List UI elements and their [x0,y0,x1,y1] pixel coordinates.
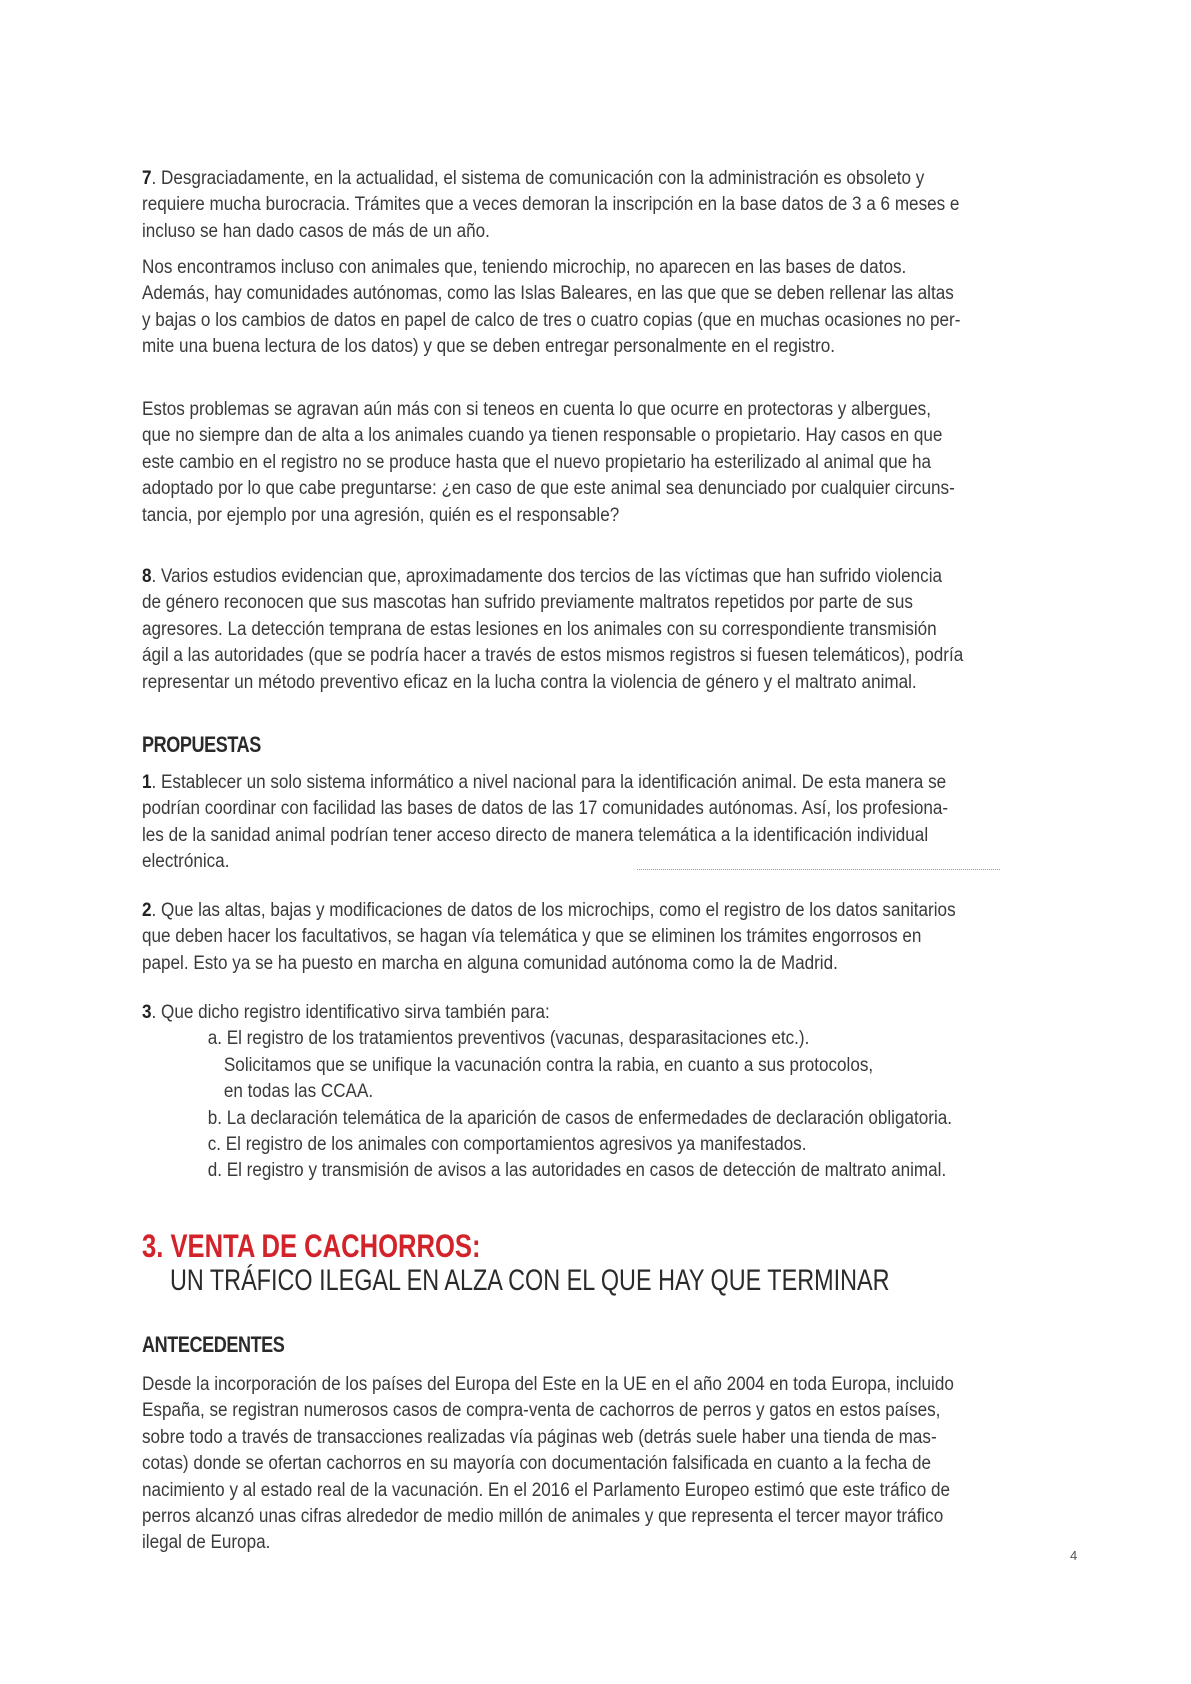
paragraph-estos-problemas [142,397,1082,529]
text-line: ágil a las autoridades (que se podría hacer a través de estos mismos registros si fuesen telemáticos), podría [142,645,964,667]
item-number: 7 [142,168,152,189]
item-number: 1 [142,772,152,793]
text-line: papel. Esto ya se ha puesto en marcha en alguna comunidad autónoma como la de Madrid. [142,952,838,974]
item-number: 3 [142,1002,152,1023]
text-line: Además, hay comunidades autónomas, como las Islas Baleares, en las que que se deben rellenar las altas [142,283,954,305]
text-line: incluso se han dado casos de más de un año. [142,220,490,242]
section-3-subtitle: UN TRÁFICO ILEGAL EN ALZA CON EL QUE HAY QUE TERMINAR [170,1264,890,1297]
text-line: ilegal de Europa. [142,1532,271,1554]
text-line: Estos problemas se agravan aún más con si teneos en cuenta lo que ocurre en protectoras y albergues, [142,399,931,420]
text-line: 2. Que las altas, bajas y modificaciones de datos de los microchips, como el registro de los datos sanitarios [142,900,956,921]
item-number: 8 [142,566,152,587]
text-line: agresores. La detección temprana de estas lesiones en los animales con su correspondiente transmisión [142,618,937,640]
text-line: cotas) donde se ofertan cachorros en su mayoría con documentación falsificada en cuanto a la fecha de [142,1453,931,1475]
text-line: les de la sanidad animal podrían tener acceso directo de manera telemática a la identificación individual [142,824,929,846]
propuesta-3 [142,1000,1082,1185]
text-line: y bajas o los cambios de datos en papel de calco de tres o cuatro copias (que en muchas ocasiones no per- [142,309,961,331]
text-line: que no siempre dan de alta a los animales cuando ya tienen responsable o propietario. Hay casos en que [142,425,943,447]
sub-item-d: d. El registro y transmisión de avisos a las autoridades en casos de detección de maltrato animal. [207,1160,947,1182]
text-line: este cambio en el registro no se produce hasta que el nuevo propietario ha esterilizado al animal que ha [142,451,932,473]
sub-item-a: a. El registro de los tratamientos preventivos (vacunas, desparasitaciones etc.). [207,1028,810,1050]
dotted-divider [637,869,1000,870]
antecedentes-heading: ANTECEDENTES [142,1332,285,1357]
text-line: nacimiento y al estado real de la vacunación. En el 2016 el Parlamento Europeo estimó que este tráfico de [142,1479,951,1501]
text-line: perros alcanzó unas cifras alrededor de medio millón de animales y que representa el tercer mayor tráfico [142,1506,944,1528]
propuesta-1 [142,770,1082,876]
text-line: España, se registran numerosos casos de compra-venta de cachorros de perros y gatos en estos países, [142,1400,941,1422]
sub-item-a-continued: Solicitamos que se unifique la vacunación contra la rabia, en cuanto a sus protocolos, [223,1054,874,1076]
sub-item-b: b. La declaración telemática de la aparición de casos de enfermedades de declaración obligatoria. [207,1107,953,1129]
propuestas-heading: PROPUESTAS [142,732,261,757]
text-line: mite una buena lectura de los datos) y que se deben entregar personalmente en el registro. [142,336,835,358]
text-line: 3. Que dicho registro identificativo sirva también para: [142,1002,550,1023]
paragraph-nos-encontramos [142,255,1082,361]
section-3-title: 3. VENTA DE CACHORROS: [142,1228,481,1264]
text-line: Desde la incorporación de los países del Europa del Este en la UE en el año 2004 en toda Europa, incluido [142,1374,954,1395]
text-line: 1. Establecer un solo sistema informático a nivel nacional para la identificación animal. De esta manera se [142,772,947,793]
propuesta-2 [142,898,1082,977]
text-line: electrónica. [142,851,230,873]
page-number: 4 [1070,1548,1078,1563]
sub-item-c: c. El registro de los animales con comportamientos agresivos ya manifestados. [207,1134,807,1156]
paragraph-8 [142,564,1082,696]
text-line: de género reconocen que sus mascotas han sufrido previamente maltratos repetidos por parte de sus [142,592,913,614]
text-line: representar un método preventivo eficaz en la lucha contra la violencia de género y el maltrato animal. [142,671,917,693]
text-line: que deben hacer los facultativos, se hagan vía telemática y que se eliminen los trámites engorrosos en [142,926,922,948]
item-number: 2 [142,900,152,921]
paragraph-7 [142,166,1082,245]
antecedentes-paragraph [142,1372,1082,1557]
text-line: 8. Varios estudios evidencian que, aproximadamente dos tercios de las víctimas que han sufrido violencia [142,566,943,587]
text-line: adoptado por lo que cabe preguntarse: ¿en caso de que este animal sea denunciado por cualquier circuns- [142,478,955,500]
text-line: requiere mucha burocracia. Trámites que a veces demoran la inscripción en la base datos de 3 a 6 meses e [142,194,960,216]
sub-item-a-continued: en todas las CCAA. [223,1081,374,1103]
text-line: tancia, por ejemplo por una agresión, quién es el responsable? [142,504,620,526]
text-line: 7. Desgraciadamente, en la actualidad, el sistema de comunicación con la administración es obsoleto y [142,168,925,189]
text-line: sobre todo a través de transacciones realizadas vía páginas web (detrás suele haber una tienda de mas- [142,1426,937,1448]
text-line: Nos encontramos incluso con animales que, teniendo microchip, no aparecen en las bases de datos. [142,257,907,278]
text-line: podrían coordinar con facilidad las bases de datos de las 17 comunidades autónomas. Así, los profesiona- [142,798,949,820]
